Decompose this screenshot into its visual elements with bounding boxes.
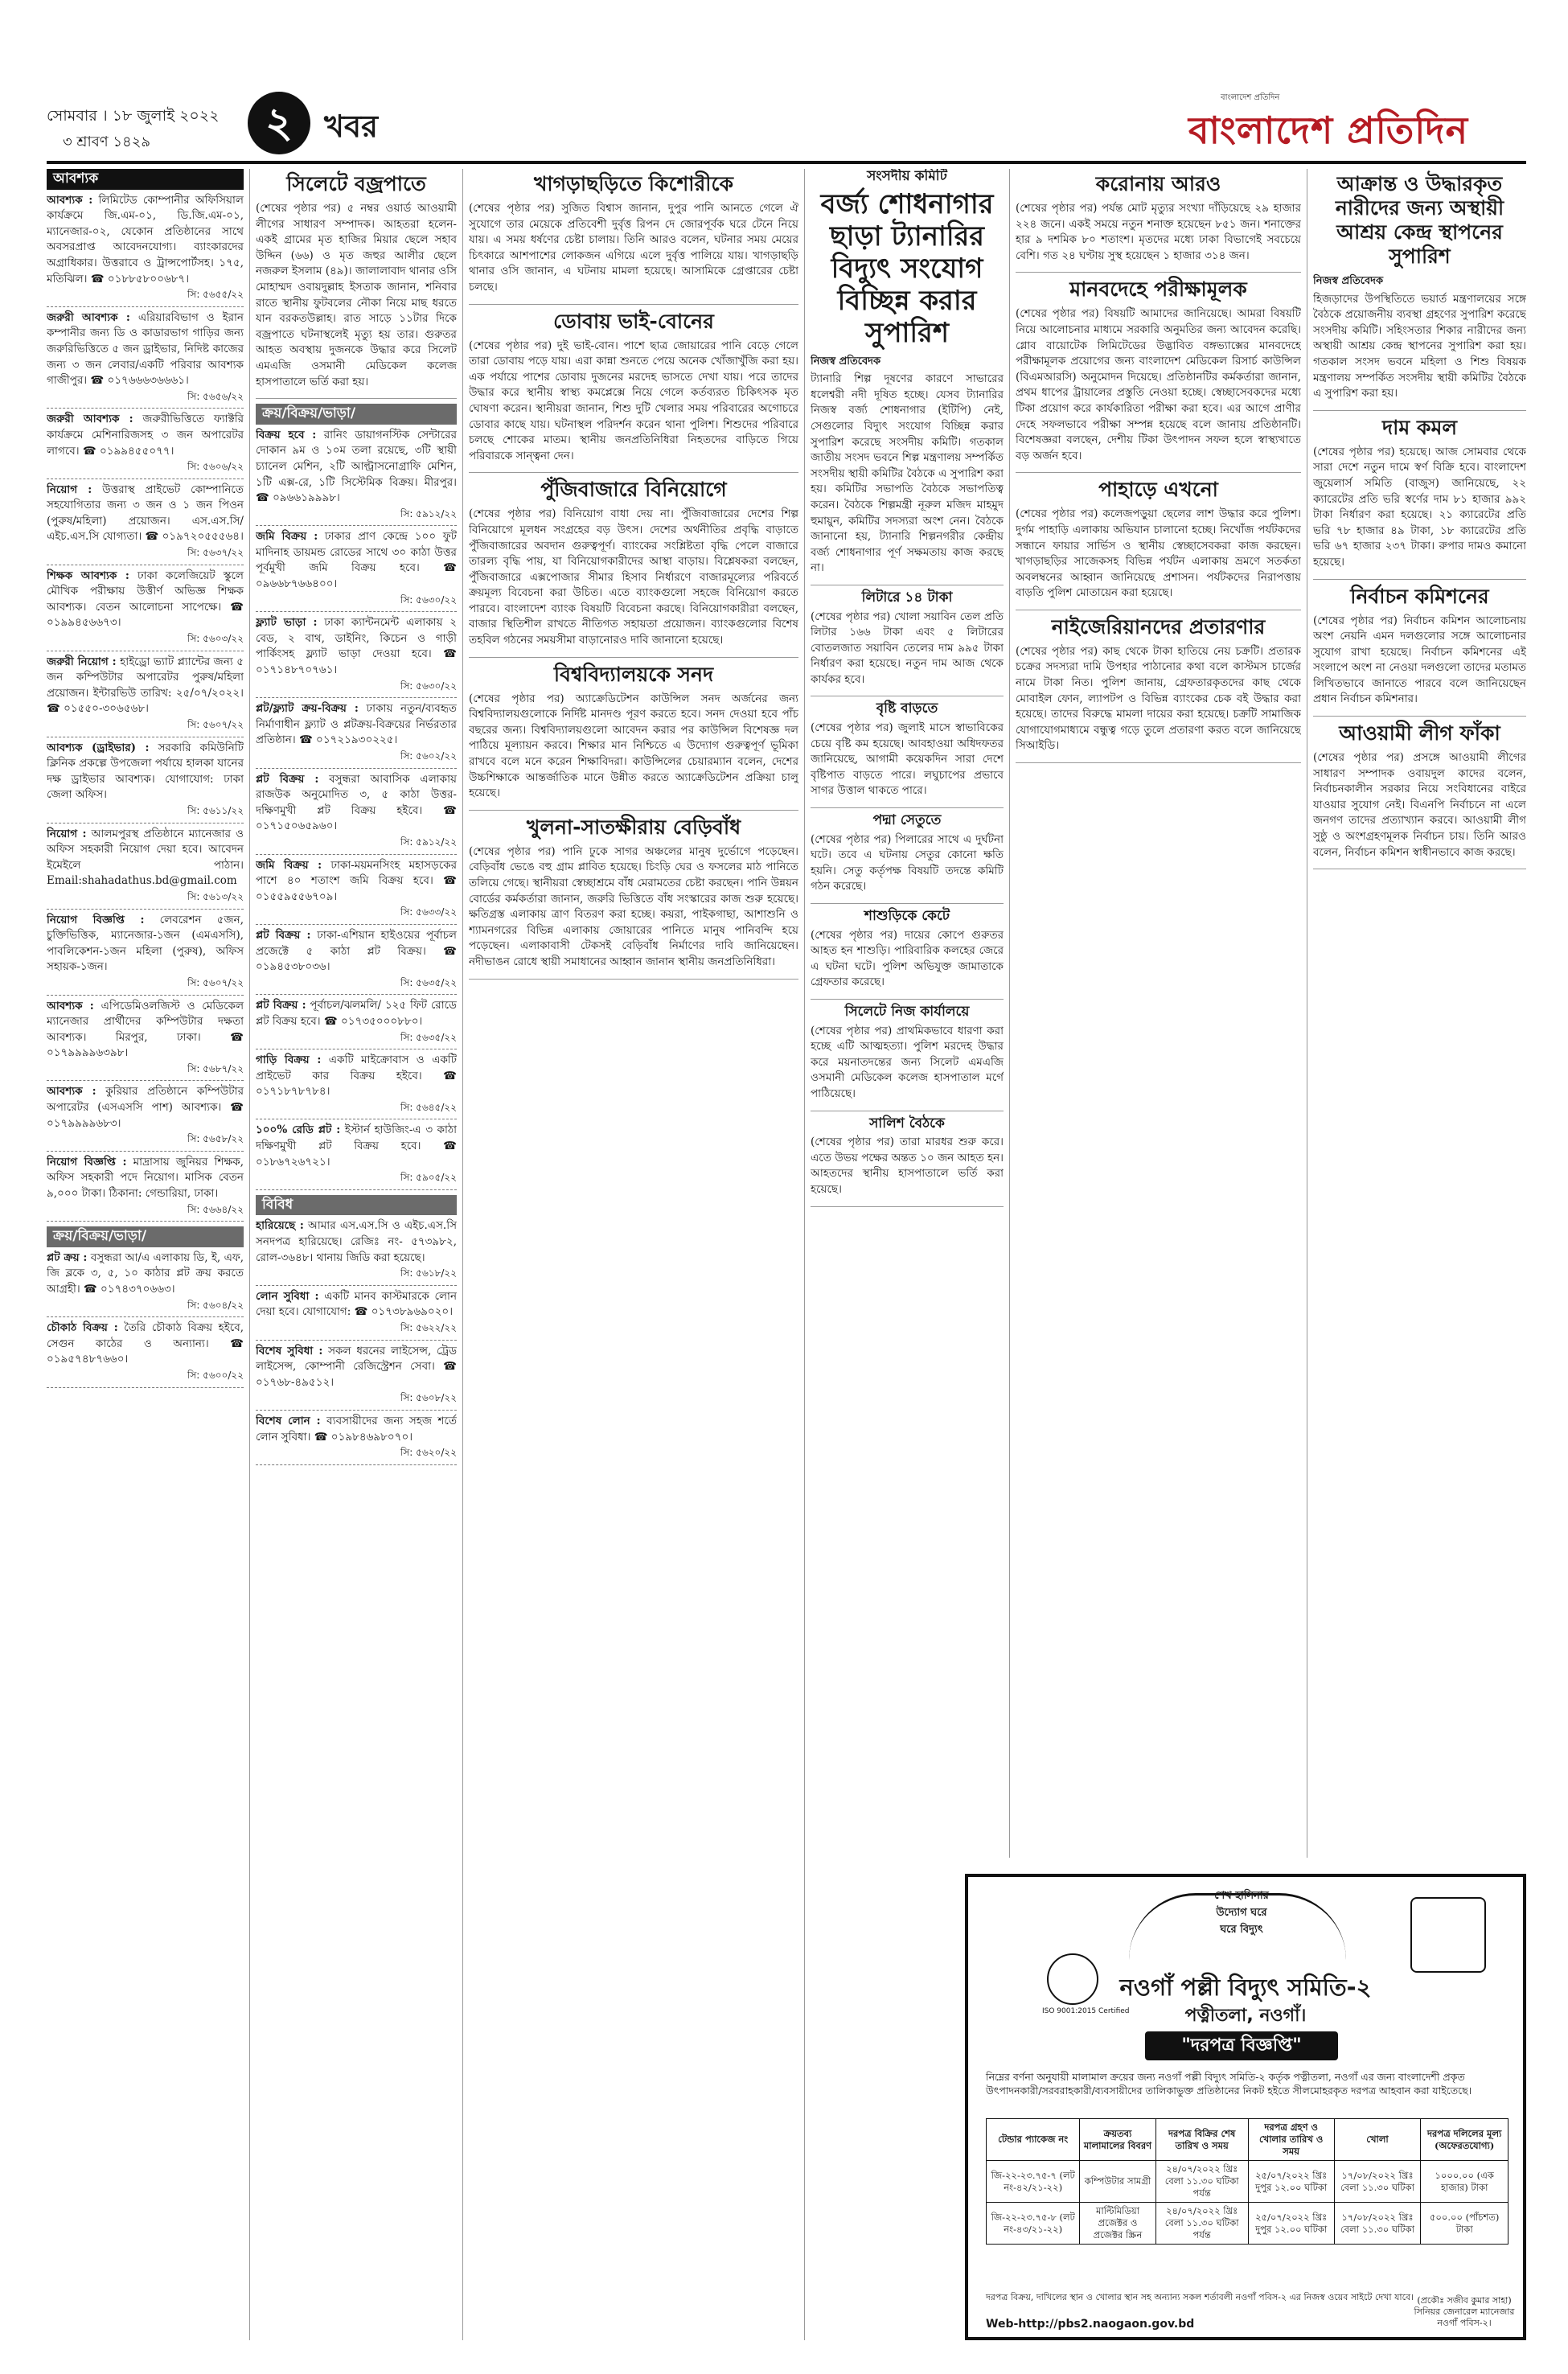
ad-reference: সি: ৫৬৩৩/২২ [400,906,457,918]
ad-lead: বিশেষ সুবিধা : [256,1344,323,1357]
classified-ad [256,526,457,612]
story-sylhet-office [811,1004,1004,1111]
ad-reference: সি: ৫৬২২/২২ [400,1322,457,1333]
column-5 [1016,169,1301,1858]
ad-reference: সি: ৫৬১৩/২২ [187,890,244,902]
buysell-header-2: ক্রয়/বিক্রয়/ভাড়া/ [256,404,457,425]
classified-ad [47,1317,244,1387]
ad-reference: সি: ৫৬০২/২২ [400,750,457,762]
ad-text: হাইড্রো ভ্যাট প্ল্যান্টের জন্য ৫ জন কম্পিউটার অপারেটর পুরুষ/মহিলা প্রয়োজন। ইন্টারভিউ তারিখ: ২৫/০৭/২০২২। ☎ ০১৫৫০-৩০৬৫৬৮। [47,655,244,716]
ad-text: ঢাকা-এশিয়ান হাইওয়ের পূর্বাচল প্রজেক্টে ৫ কাঠা প্লট বিক্রয়। ☎ ০১৯৪৫৩৮০৩৬। [256,928,457,974]
th-description: ক্রয়তব্য মালামালের বিবরণ [1080,2119,1155,2161]
ad-text: জরুরীভিত্তিতে ফ্যাক্টরি কার্যক্রমে মেশিনারিজসহ ৩ জন অপারেটর লাগবে। ☎ ০১৯৯৪৫৫০৭৭। [47,413,244,458]
bangla-date: ৩ শ্রাবণ ১৪২৯ [63,133,151,150]
story-body: (শেষের পৃষ্ঠার পর) পর্যন্ত মোট মৃত্যুর সংখ্যা দাঁড়িয়েছে ২৯ হাজার ২২৪ জনে। একই সময়ে নতুন শনাক্ত হয়েছেন ৮৫১ জন। শনাক্তের হার ৯ দশমিক ৮০ শতাংশ। মৃতদের মধ্যে ঢাকা বিভাগেই সবচেয়ে বেশি। গত ২৪ ঘণ্টায় সুস্থ হয়েছেন ১ হাজার ৩১৪ জন। [1016,202,1301,262]
ad-text: ঢাকা-ময়মনসিংহ মহাসড়কের পাশে ৪০ শতাংশ জমি বিক্রয় হবে। ☎ ০১৫৫৯৫৫৬৭০৯। [256,858,457,903]
section-title: খবর [324,109,379,144]
story-byline: নিজস্ব প্রতিবেদক [1313,275,1384,287]
ad-text: ঢাকা ক্যান্টনমেন্ট এলাকায় ২ বেড, ২ বাথ, ডাইনিং, কিচেন ও গাড়ী পার্কিংসহ ফ্ল্যাট ভাড়া দেওয়া হবে। ☎ ০১৭১৪৮৭০৭৬১। [256,616,457,677]
classified-ad [47,996,244,1082]
story-university-accreditation [469,663,798,811]
story-gold-price [1313,416,1526,580]
ad-text: একটি মাইক্রোবাস ও একটি প্রাইভেট কার বিক্রয় হইবে। ☎ ০১৭১৮৭৮৭৮৪। [256,1054,457,1099]
column-divider [1009,169,1010,1858]
ad-text: ঢাকা কলেজিয়েট স্কুলে মৌখিক পরীক্ষায় উত্তীর্ণ অভিজ্ঞ শিক্ষক আবশ্যক। বেতন আলোচনা সাপেক্ষে। ☎ ০১৯৯৪৫৬৬৭৩। [47,569,244,630]
th-package: টেন্ডার প্যাকেজ নং [987,2119,1080,2161]
classified-ad [47,1081,244,1151]
tender-intro: নিম্নের বর্ণনা অনুযায়ী মালামাল ক্রয়ের জন্য নওগাঁ পল্লী বিদ্যুৎ সমিতি-২ কর্তৃক পত্নীতলা, নওগাঁ এর জন্য বাংলাদেশী প্রকৃত উৎপাদনকারী/সরবরাহকারী/ব্যবসায়ীদের তালিকাভুক্ত প্রতিষ্ঠানের নিকট হইতে সীলমোহরকৃত দরপত্র আহবান করা যাইতেছে। [986,2071,1472,2097]
ad-reference: সি: ৫৬০৭/২২ [187,976,244,988]
cell: জি-২২-২৩.৭৫-৭ (লট নং-৪২/২১-২২) [987,2161,1080,2203]
ad-text: তৈরি চৌকাঠ বিক্রয় হইবে, সেগুন কাঠের ও অন্যান্য। ☎ ০১৯৫৭৪৮৭৬৬০। [47,1321,244,1366]
ad-text: ঢাকার প্রাণ কেন্দ্রে ১০০ ফুট মাদিনাহ ডায়মন্ড রোডের সাথে ৩০ কাঠা উত্তর পূর্বমুখী জমি বিক্রয় হবে। ☎ ০৯৬৬৮৭৬৬৪০০। [256,530,457,591]
ad-reference: সি: ৫৬৬৪/২২ [187,1203,244,1215]
tender-signature: (প্রকৌঃ সজীব কুমার সাহা) সিনিয়র জেনারেল ম্যানেজার নওগাঁ পবিস-২। [1414,2295,1515,2328]
ad-text: লেবরেশন ৫জন, চুক্তিভিত্তিক, ম্যানেজার-১জন (এমএসসি), পাবলিকেশন-১জন মহিলা (পুরুষ), অফিস সহায়ক-১জন। [47,913,244,974]
story-headline: ডোবায় ভাই-বোনের [553,309,714,333]
day-date: সোমবার । ১৮ জুলাই ২০২২ [47,107,220,125]
th-sale-date: দরপত্র বিক্রির শেষ তারিখ ও সময় [1155,2119,1248,2161]
story-election-commission [1313,585,1526,717]
ad-lead: নিয়োগ বিজ্ঞপ্তি : [47,1155,127,1169]
ad-text: ব্যবসায়ীদের জন্য সহজ শর্তে লোন সুবিধা। ☎ ০১৯৮৪৬৯৮০৭০। [256,1414,457,1444]
classified-ad [256,1119,457,1189]
story-headline: করোনায় আরও [1095,172,1221,195]
ad-lead: হারিয়েছে : [256,1219,304,1233]
story-siblings-drowned [469,310,798,474]
classified-ad [256,1049,457,1119]
story-headline: আওয়ামী লীগ ফাঁকা [1339,721,1500,745]
tender-location: পত্নীতলা, নওগাঁ। [1184,2006,1307,2026]
ad-lead: প্লট/ফ্ল্যাট ক্রয়-বিক্রয় : [256,702,359,716]
classifieds-header: আবশ্যক [47,169,244,190]
tender-table-header [987,2119,1508,2161]
classified-ad [47,479,244,565]
ad-lead: আবশ্যক : [47,193,93,207]
classified-ad [256,1215,457,1285]
classified-ad [47,651,244,737]
cell: ১৭/০৮/২০২২ খ্রিঃ বেলা ১১.৩০ ঘটিকা [1334,2203,1421,2245]
cell: ২৪/০৭/২০২২ খ্রিঃ বেলা ১১.৩০ ঘটিকা পর্যন্ত [1155,2203,1248,2245]
column-3 [469,169,798,2340]
ad-lead: আবশ্যক : [47,999,94,1012]
dateline [47,105,244,150]
classified-ad [47,565,244,651]
story-body: (শেষের পৃষ্ঠার পর) দায়ের কোপে গুরুতর আহত হন শাশুড়ি। পারিবারিক কলহের জেরে এ ঘটনা ঘটে। পুলিশ অভিযুক্ত জামাতাকে গ্রেফতার করেছে। [811,928,1004,989]
cell: মাল্টিমিডিয়া প্রজেক্টর ও প্রজেক্টর স্ক্রিন [1080,2203,1155,2245]
story-body: (শেষের পৃষ্ঠার পর) বিনিয়োগ বাধা দেয় না। পুঁজিবাজারের দেশের শিল্প বিনিয়োগে মূলধন সংগ্রহের বড় উৎস। দেশের অর্থনীতির প্রবৃদ্ধি বাড়াতে পুঁজিবাজারের অবদান গুরুত্বপূর্ণ। ব্যাংকের সংশ্লিষ্টতা বৃদ্ধি পেলে বাজারে তারল্য বৃদ্ধি পায়, যা বিনিয়োগকারীদের আস্থা বাড়ায়। বিশ্লেষকরা বলছেন, পুঁজিবাজারে এক্সপোজার সীমার হিসাব নির্ধারণে বাজারমূল্যের পরিবর্তে ক্রয়মূল্য বিবেচনা করা উচিত। এতে ব্যাংকগুলো সহজে বিনিয়োগ করতে পারবে। বাংলাদেশ ব্যাংক বিষয়টি বিবেচনা করছে। বিনিয়োগকারীরা বলছেন, বাজার স্থিতিশীল রাখতে নীতিগত সহায়তা প্রয়োজন। ব্যাংকগুলোর বিশেষ তহবিল গঠনের সময়সীমা বাড়ানোরও দাবি জানানো হয়েছে। [469,507,798,647]
ad-lead: প্লট বিক্রয় : [256,772,319,786]
story-padma-bridge [811,813,1004,904]
story-headline: বৃষ্টি বাড়তে [876,700,938,717]
story-nigerian-fraud [1016,615,1301,763]
ad-lead: জরুরী আবশ্যক : [47,310,130,324]
story-headline: সিলেটে নিজ কার্যালয়ে [844,1003,970,1020]
ad-lead: শিক্ষক আবশ্যক : [47,569,129,582]
misc-header: বিবিধ [256,1195,457,1216]
story-kicker: সংসদীয় কমিটি [867,169,947,184]
story-sylhet-lightning [256,172,457,399]
ad-lead: নিয়োগ : [47,827,87,840]
masthead-rule [47,161,1526,164]
ad-lead: নিয়োগ বিজ্ঞপ্তি : [47,913,145,926]
ad-text: পূর্বাচল/ঝলমলি/ ১২৫ ফিট রোডে প্লট বিক্রয় হবে। ☎ ০১৭৩৫০০০৮৮০। [256,999,457,1028]
ad-text: এরিয়ারবিভাগ ও ইরান কম্পানীর জন্য ডি ও কাডারভাগ গাড়ির জন্য জরুরিভিত্তিতে ৫ জন ড্রাইভার, নিদিষ্ট কাজের জন্য ৩ জন লেবার/একটি পরিবার আবশ্যক গাজীপুর। ☎ ০১৭৬৬৬৩৬৬৬১। [47,310,244,388]
classified-ad [256,1411,457,1465]
mujib-year-logo-icon [1410,1897,1486,1973]
ad-reference: সি: ৫৬০৬/২২ [187,461,244,473]
newspaper-logo [1188,92,1526,156]
story-body: (শেষের পৃষ্ঠার পর) পানি ঢুকে সাগর অঞ্চলের মানুষ দুর্ভোগে পড়েছেন। বেড়িবাঁধ ভেঙে বহু গ্রাম প্লাবিত হয়েছে। চিংড়ি ঘের ও ফসলের মাঠ পানিতে তলিয়ে গেছে। স্থানীয়রা স্বেচ্ছাশ্রমে বাঁধ মেরামতের চেষ্টা করছেন। পানি উন্নয়ন বোর্ডের কর্মকর্তারা জানান, জরুরি ভিত্তিতে বাঁধ সংস্কারের কাজ শুরু হয়েছে। ক্ষতিগ্রস্ত এলাকায় ত্রাণ বিতরণ করা হচ্ছে। কয়রা, পাইকগাছা, আশাশুনি ও শ্যামনগরের বিভিন্ন এলাকায় জোয়ারের পানিতে মানুষ পানিবন্দি হয়ে পড়েছেন। এলাকাবাসী টেকসই বেড়িবাঁধ নির্মাণের দাবি জানিয়েছেন। নদীভাঙন রোধে স্থায়ী সমাধানের আহ্বান জানান স্থানীয় জনপ্রতিনিধিরা। [469,844,798,968]
story-headline: নাইজেরিয়ানদের প্রতারণার [1051,614,1266,639]
ad-reference: সি: ৫৬৩৭/২২ [187,547,244,559]
ad-reference: সি: ৫৬০৮/২২ [400,1392,457,1404]
story-headline: সালিশ বৈঠকে [869,1115,945,1132]
ad-reference: সি: ৫৬০০/২২ [187,1369,244,1381]
classified-ad [47,190,244,307]
ad-lead: জরুরী নিয়োগ : [47,655,117,668]
classified-ad [47,409,244,478]
ad-text: লিমিটেড কোম্পানীর অফিসিয়াল কার্যক্রমে জি.এম-০১, ডি.জি.এম-০১, ম্যানেজার-০২, যেকোন প্রতিষ্ঠানের সাথে অবসরপ্রাপ্ত আবেদনযোগ্য। ব্যাংকারদের অগ্রাধিকার। উত্তরাবে ও ট্রান্সপোর্টসহ। ১৭৫, মতিঝিল। ☎ ০১৮৮৫৮০০৬৮৭। [47,193,244,285]
ad-lead: জমি বিক্রয় : [256,858,322,872]
ad-text: এপিডেমিওলজিস্ট ও মেডিকেল ম্যানেজার প্রার্থীদের কম্পিউটার দক্ষতা আবশ্যক। মিরপুর, ঢাকা। ☎ ০১৭৯৯৯৯৬৩৯৮। [47,999,244,1060]
classified-ad [256,612,457,698]
logo-name: বাংলাদেশ প্রতিদিন [1188,109,1469,152]
story-khagrachari [469,172,798,305]
ad-lead: বিক্রয় হবে : [256,428,317,442]
cell: জি-২২-২৩.৭৫-৮ (লট নং-৪৩/২১-২২) [987,2203,1080,2245]
story-headline: খাগড়াছড়িতে কিশোরীকে [534,172,733,195]
ad-reference: সি: ৫৬০৩/২২ [187,633,244,645]
story-body: (শেষের পৃষ্ঠার পর) পিলারের সাথে এ দুর্ঘটনা ঘটে। তবে এ ঘটনায় সেতুর কোনো ক্ষতি হয়নি। সেতু কর্তৃপক্ষ বিষয়টি তদন্তে কমিটি গঠন করেছে। [811,832,1004,893]
ad-text: সকল ধরনের লাইসেন্স, ট্রেড লাইসেন্স, কোম্পানী রেজিস্ট্রেশন সেবা। ☎ ০১৭৬৮-৪৯৫১২। [256,1344,457,1389]
story-headline: খুলনা-সাতক্ষীরায় বেড়িবাঁধ [526,815,741,839]
cell: ১৭/০৮/২০২২ খ্রিঃ বেলা ১১.৩০ ঘটিকা [1334,2161,1421,2203]
ad-reference: সি: ৫৯১২/২২ [400,507,457,520]
column-4 [811,169,1004,1858]
classifieds-column [47,169,244,2340]
ad-reference: সি: ৫৬৫৬/২২ [187,390,244,402]
ad-lead: বিশেষ লোন : [256,1414,321,1427]
classified-ad [256,425,457,527]
story-headline: শাশুড়িকে কেটে [864,908,950,924]
ad-reference: সি: ৫৬০৭/২২ [187,719,244,730]
story-shelter [1313,172,1526,411]
logo-tagline: বাংলাদেশ প্রতিদিন [1221,93,1280,102]
ad-lead: প্লট বিক্রয় : [256,928,311,942]
ad-lead: লোন সুবিধা : [256,1289,319,1303]
story-body: ট্যানারি শিল্প দূষণের কারণে সাভারের ধলেশ্বরী নদী দূষিত হচ্ছে। যেসব ট্যানারির নিজস্ব বর্জ্য শোধনাগার (ইটিপি) নেই, সেগুলোর বিদ্যুৎ সংযোগ বিচ্ছিন্ন করার সুপারিশ করেছে সংসদীয় কমিটি। গতকাল জাতীয় সংসদ ভবনে শিল্প মন্ত্রণালয় সম্পর্কিত সংসদীয় স্থায়ী কমিটির বৈঠকে এ সুপারিশ করা হয়। কমিটির সভাপতি বৈঠকে সভাপতিত্ব করেন। বৈঠকে শিল্পমন্ত্রী নূরুল মজিদ মাহমুদ হুমায়ুন, কমিটির সদস্যরা অংশ নেন। বৈঠকে জানানো হয়, ট্যানারি শিল্পনগরীর কেন্দ্রীয় বর্জ্য শোধনাগার পূর্ণ সক্ষমতায় কাজ করছে না। [811,372,1004,575]
story-awami-league [1313,721,1526,869]
story-headline: বিশ্ববিদ্যালয়কে সনদ [553,662,714,686]
classified-ad [256,995,457,1049]
story-body: (শেষের পৃষ্ঠার পর) দুই ভাই-বোন। পাশে ছাত্র জোয়ারের পানি বেড়ে গেলে তারা ডোবায় পড়ে যায়। এরা কান্না শুনতে পেয়ে অনেক খোঁজাখুঁজি করা হয়। এক পর্যায়ে পাশের ডোবায় দুজনের মরদেহ ভাসতে দেখা যায়। পরে তাদের উদ্ধার করে স্থানীয় স্বাস্থ্য কমপ্লেক্সে নিয়ে গেলে কর্তব্যরত চিকিৎসক মৃত ঘোষণা করেন। স্থানীয়রা জানান, শিশু দুটি খেলার সময় পরিবারের অগোচরে ডোবার কাছে যায়। ঘটনাস্থল পরিদর্শন করেন থানা পুলিশ। শিশুদের পরিবারে চলছে শোকের মাতম। স্থানীয় জনপ্রতিনিধিরা নিহতদের বাড়িতে গিয়ে পরিবারকে সান্ত্বনা দেন। [469,339,798,462]
th-receive-date: দরপত্র গ্রহণ ও খোলার তারিখ ও সময় [1248,2119,1334,2161]
ad-text: একটি মানব কাস্টমারকে লোন দেয়া হবে। যোগাযোগ: ☎ ০১৭৩৮৯৬৯০২০। [256,1289,457,1319]
classified-ad [256,698,457,768]
ad-lead: চৌকাঠ বিক্রয় : [47,1321,118,1335]
ad-lead: জমি বিক্রয় : [256,530,318,544]
ad-lead: প্লট বিক্রয় : [256,999,306,1012]
table-row [987,2161,1508,2203]
classified-ad [256,769,457,855]
ad-reference: সি: ৫৯১২/২২ [400,836,457,848]
cell: কম্পিউটার সামগ্রী [1080,2161,1155,2203]
classified-ad [47,1247,244,1317]
cell: ১০০০.০০ (এক হাজার) টাকা [1421,2161,1508,2203]
emblem-text: শেখ হাসিনার উদ্যোগ ঘরে ঘরে বিদ্যুৎ [1214,1890,1269,1936]
story-body: (শেষের পৃষ্ঠার পর) সুজিত বিশ্বাস জানান, দুপুর পানি আনতে গেলে ঐ সুযোগে তার মেয়েকে প্রতিবেশী দুর্বৃত্ত রিপন দে জোরপূর্বক ঘরে টেনে নিয়ে যায়। এ সময় ধর্ষণের চেষ্টা চালায়। তিনি আরও বলেন, ঘটনার সময় মেয়ের চিৎকারে আশপাশের লোকজন এগিয়ে এলে দুর্বৃত্ত পালিয়ে যায়। খাগড়াছড়ি থানার ওসি জানান, এ ঘটনায় মামলা হয়েছে। আসামিকে গ্রেপ্তারের চেষ্টা চলছে। [469,202,798,294]
ad-text: সরকারি কমিউনিটি ক্লিনিক প্রকল্পে উপজেলা পর্যায়ে হালকা যানের দক্ষ ড্রাইভার আবশ্যক। যোগাযোগ: ঢাকা জেলা অফিস। [47,741,244,802]
ad-lead: জরুরী আবশ্যক : [47,413,133,426]
story-vaccine-trial [1016,277,1301,473]
ad-lead: আবশ্যক : [47,1085,96,1099]
story-headline: পাহাড়ে এখনো [1098,478,1218,502]
classified-ad [47,910,244,996]
page-number-badge: ২ [248,92,310,154]
ad-lead: প্লট ক্রয় : [47,1251,88,1264]
masthead [47,87,1526,161]
story-corona [1016,172,1301,273]
cell: ৫০০.০০ (পাঁচশত) টাকা [1421,2203,1508,2245]
column-divider [804,169,805,2340]
tender-footnote: দরপত্র বিক্রয়, দাখিলের স্থান ও খোলার স্থান সহ অন্যান্য সকল শর্তাবলী নওগাঁ পবিস-২ এর নিজস্ব ওয়েব সাইটে দেখা যাবে। [986,2292,1414,2302]
story-body: (শেষের পৃষ্ঠার পর) কলেজপড়ুয়া ছেলের লাশ উদ্ধার করে পুলিশ। দুর্গম পাহাড়ি এলাকায় অভিযান চালানো হচ্ছে। নিখোঁজ পর্যটকদের সন্ধানে ফায়ার সার্ভিস ও স্থানীয় স্বেচ্ছাসেবকরা কাজ করছেন। খাগড়াছড়ির সাজেকসহ বিভিন্ন পর্যটন এলাকায় ভ্রমণে সতর্কতা অবলম্বনের আহ্বান জানিয়েছে প্রশাসন। পর্যটকদের নিরাপত্তায় বাড়তি পুলিশ মোতায়েন করা হয়েছে। [1016,507,1301,600]
classified-ad [47,737,244,824]
column-divider [462,169,463,2340]
story-body: (শেষের পৃষ্ঠার পর) প্রাথমিকভাবে ধারণা করা হচ্ছে এটি আত্মহত্যা। পুলিশ মরদেহ উদ্ধার করে ময়নাতদন্তের জন্য সিলেট এমএজি ওসমানী মেডিকেল কলেজ হাসপাতাল মর্গে পাঠিয়েছে। [811,1024,1004,1100]
story-body: (শেষের পৃষ্ঠার পর) জুলাই মাসে স্বাভাবিকের চেয়ে বৃষ্টি কম হয়েছে। আবহাওয়া অধিদফতর জানিয়েছে, আগামী কয়েকদিন সারা দেশে বৃষ্টিপাত বাড়তে পারে। লঘুচাপের প্রভাবে সাগর উত্তাল থাকতে পারে। [811,721,1004,798]
ad-text: বসুন্ধরা আবাসিক এলাকায় রাজউক অনুমোদিত ৩, ৫ কাঠা উত্তর-দক্ষিণমুখী প্লট বিক্রয় হইবে। ☎ ০১৭১৫০৬৫৯৬০। [256,772,457,833]
th-price: দরপত্র দলিলের মূল্য (অফেরতযোগ্য) [1421,2119,1508,2161]
tender-title: "দরপত্র বিজ্ঞপ্তি" [1145,2031,1338,2060]
ad-reference: সি: ৫৬০৪/২২ [187,1299,244,1311]
classified-ad [47,307,244,409]
story-arbitration [811,1116,1004,1207]
cell: ২৫/০৭/২০২২ খ্রিঃ দুপুর ১২.০০ ঘটিকা [1248,2161,1334,2203]
iso-certification: ISO 9001:2015 Certified [1042,2007,1130,2015]
ad-reference: সি: ৫৬৫৮/২২ [187,1133,244,1145]
story-headline: বর্জ্য শোধনাগার ছাড়া ট্যানারির বিদ্যুৎ সংযোগ বিচ্ছিন্ন করার সুপারিশ [820,187,994,349]
ad-reference: সি: ৫৬৩০/২২ [400,680,457,692]
classified-ad [256,1341,457,1411]
story-body: (শেষের পৃষ্ঠার পর) খোলা সয়াবিন তেল প্রতি লিটার ১৬৬ টাকা এবং ৫ লিটারের বোতলজাত সয়াবিন তেলের দাম ৯৯৫ টাকা নির্ধারণ করা হয়েছে। নতুন দাম আজ থেকে কার্যকর হবে। [811,610,1004,686]
story-headline: দাম কমল [1382,415,1457,439]
classified-ad [47,824,244,910]
story-body: (শেষের পৃষ্ঠার পর) নির্বাচন কমিশন আলোচনায় অংশ নেয়নি এমন দলগুলোর সঙ্গে আলোচনার সুযোগ রাখা হয়েছে। নির্বাচন কমিশনের এই সংলাপে অংশ না নেওয়া দলগুলো তাদের মতামত লিখিতভাবে জানাতে পারবে বলে জানিয়েছেন প্রধান নির্বাচন কমিশনার। [1313,614,1526,706]
ad-reference: সি: ৫৬৫৫/২২ [187,289,244,301]
ad-text: ঢাকায় নতুন/ব্যবহৃত নির্মাণাধীন ফ্ল্যাট ও প্লটক্রয়-বিক্রয়ের নির্ভরতার প্রতিষ্ঠান। ☎ ০১৭২১৯৩০২২৫। [256,702,457,747]
ad-text: ইস্টার্ন হাউজিং-এ ৩ কাঠা দক্ষিণমুখী প্লট বিক্রয় হবে। ☎ ০১৮৬৭২৬৭২১। [256,1123,457,1169]
story-embankment [469,815,798,980]
column-2 [256,169,457,2340]
story-body: (শেষের পৃষ্ঠার পর) ৫ নম্বর ওয়ার্ড আওয়ামী লীগের সাধারণ সম্পাদক। আহতরা হলেন- একই গ্রামের মৃত হাজির মিয়ার ছেলে সহাব উদ্দিন (৬৬) ও মৃত জহুর আলীর ছেলে নজরুল ইসলাম (৪৯)। জালালাবাদ থানার ওসি মোহাম্মদ ওবায়দুল্লাহ ইসতাক জানান, শনিবার রাতে স্থানীয় ফুটবলের নৌকা নিয়ে মাছ ধরতে যান বরকতউল্লাহ। রাত সাড়ে ১১টার দিকে বজ্রপাতে ঘটনাস্থলেই মৃত্যু হয় তার। গুরুতর আহত অবস্থায় দুজনকে উদ্ধার করে সিলেট এমএজি ওসমানী মেডিকেল কলেজ হাসপাতালে ভর্তি করা হয়। [256,202,457,388]
story-oil-price [811,590,1004,697]
ad-reference: সি: ৫৬৩৫/২২ [400,976,457,988]
cell: ২৪/০৭/২০২২ খ্রিঃ বেলা ১১.৩০ ঘটিকা পর্যন্ত [1155,2161,1248,2203]
ad-text: আমার এস.এস.সি ও এইচ.এস.সি সনদপত্র হারিয়েছে। রেজিঃ নং- ৫৭৩৯৮২, রোল-৩৬৪৮। থানায় জিডি করা হয়েছে। [256,1219,457,1264]
ad-reference: সি: ৫৬৩০/২২ [400,594,457,606]
ad-reference: সি: ৫৬৪৫/২২ [400,1101,457,1113]
story-body: হিজড়াদের উপস্থিতিতে ভয়ার্ত মন্ত্রণালয়ের সঙ্গে বৈঠকে প্রয়োজনীয় ব্যবস্থা গ্রহণের সুপারিশ করেছে সংসদীয় কমিটি। সহিংসতার শিকার নারীদের জন্য অস্থায়ী আশ্রয় কেন্দ্র স্থাপনের সুপারিশ করা হয়। গতকাল সংসদ ভবনে মহিলা ও শিশু বিষয়ক মন্ত্রণালয় সম্পর্কিত সংসদীয় স্থায়ী কমিটির বৈঠকে এ সুপারিশ করা হয়। [1313,292,1526,400]
column-6 [1313,169,1526,1858]
story-headline: লিটারে ১৪ টাকা [861,589,953,606]
story-body: (শেষের পৃষ্ঠার পর) তারা মারধর শুরু করে। এতে উভয় পক্ষের অন্তত ১০ জন আহত হন। আহতদের স্থানীয় হাসপাতালে ভর্তি করা হয়েছে। [811,1136,1004,1196]
ad-text: মাদ্রাসায় জুনিয়র শিক্ষক, অফিস সহকারী পদে নিয়োগ। মাসিক বেতন ৯,০০০ টাকা। ঠিকানা: গেন্ডারিয়া, ঢাকা। [47,1155,244,1201]
story-headline: সিলেটে বজ্রপাতে [286,172,426,195]
buysell-header: ক্রয়/বিক্রয়/ভাড়া/ [47,1226,244,1247]
classified-ad [47,1152,244,1222]
story-capital-market [469,478,798,657]
ad-text: আলমপুরস্থ প্রতিষ্ঠানে ম্যানেজার ও অফিস সহকারী নিয়োগ দেয়া হবে। আবেদন ইমেইলে পাঠান। Email:shahadathus.bd@gmail.com [47,827,244,888]
table-row [987,2203,1508,2245]
ad-reference: সি: ৫৯০৫/২২ [400,1172,457,1184]
ad-reference: সি: ৫৬১৮/২২ [400,1267,457,1279]
ad-lead: ১০০% রেডি প্লট : [256,1123,341,1137]
ad-text: রানিং ডায়াগনস্টিক সেন্টারের দোকান ৯ম ও ১০ম তলা রয়েছে, ৩টি স্থায়ী চ্যানেল মেশিন, ২টি আল্ট্রাসনোগ্রাফি মেশিন, ১টি এক্স-রে, ১টি সিস্টেমিক বিক্রয়। মীরপুর। ☎ ০৯৬৬১৯৯৯৮। [256,428,457,505]
story-hills [1016,478,1301,610]
story-body: (শেষের পৃষ্ঠার পর) হয়েছে। আজ সোমবার থেকে সারা দেশে নতুন দামে স্বর্ণ বিক্রি হবে। বাংলাদেশ জুয়েলার্স সমিতি (বাজুস) জানিয়েছে, ২২ ক্যারেটের প্রতি ভরি স্বর্ণের দাম ৮১ হাজার ৯৯২ টাকা নির্ধারণ করা হয়েছে। ২১ ক্যারেটের প্রতি ভরি ৭৮ হাজার ৪৯ টাকা, ১৮ ক্যারেটের প্রতি ভরি ৬৭ হাজার ২৩৭ টাকা। রুপার দামও কমানো হয়েছে। [1313,445,1526,569]
ad-text: বসুন্ধরা আ/এ এলাকায় ডি, ই, এফ, জি ব্লকে ৩, ৫, ১০ কাঠার প্লট ক্রয় করতে আগ্রহী। ☎ ০১৭৪৩৭০৬৬৩। [47,1251,244,1296]
story-body: (শেষের পৃষ্ঠার পর) অ্যাক্রেডিটেশন কাউন্সিল সনদ অর্জনের জন্য বিশ্ববিদ্যালয়গুলোকে নির্দিষ্ট মানদণ্ড পূরণ করতে হবে। সনদ দেওয়া হবে পাঁচ বছরের জন্য। বিশ্ববিদ্যালয়গুলো আবেদন করার পর কাউন্সিল বিশেষজ্ঞ দল পাঠিয়ে মূল্যায়ন করবে। শিক্ষার মান নিশ্চিতে এ উদ্যোগ গুরুত্বপূর্ণ ভূমিকা রাখবে বলে মনে করেন শিক্ষাবিদরা। কাউন্সিলের চেয়ারম্যান বলেন, দেশের উচ্চশিক্ষাকে আন্তর্জাতিক মানে উন্নীত করতে অ্যাক্রেডিটেশন প্রক্রিয়া চালু হয়েছে। [469,692,798,800]
ad-lead: গাড়ি বিক্রয় : [256,1054,322,1067]
tender-notice [965,1874,1526,2340]
story-headline: নির্বাচন কমিশনের [1350,584,1489,608]
ad-reference: সি: ৫৬১১/২২ [187,804,244,816]
ad-reference: সি: ৫৬৮৭/২২ [187,1062,244,1074]
story-headline: পদ্মা সেতুতে [872,812,942,829]
story-tannery [811,169,1004,585]
ad-lead: নিয়োগ : [47,483,92,496]
story-body: (শেষের পৃষ্ঠার পর) কাছ থেকে টাকা হাতিয়ে নেয় চক্রটি। প্রতারক চক্রের সদস্যরা দামি উপহার পাঠানোর কথা বলে কাস্টমস চার্জের নামে টাকা নিত। পুলিশ জানায়, গ্রেফতারকৃতদের কাছ থেকে মোবাইল ফোন, ল্যাপটপ ও বিভিন্ন ব্যাংকের চেক বই উদ্ধার করা হয়েছে। তাদের বিরুদ্ধে মামলা দায়ের করা হয়েছে। চক্রটি সামাজিক যোগাযোগমাধ্যমে বন্ধুত্ব গড়ে তুলে প্রতারণা করত বলে জানিয়েছে সিআইডি। [1016,644,1301,753]
story-rain [811,701,1004,808]
ad-text: উত্তরাস্থ প্রাইভেট কোম্পানিতে সহযোগিতার জন্য ৩ জন ও ১ জন পিওন (পুরুষ/মহিলা) প্রয়োজন। এস.এস.সি/এইচ.এস.সি যোগ্যতা। ☎ ০১৯৭২০৫৫৫৬৪। [47,483,244,544]
story-body: (শেষের পৃষ্ঠার পর) বিষয়টি আমাদের জানিয়েছে। আমরা বিষয়টি নিয়ে আলোচনার মাধ্যমে সরকারি অনুমতির জন্য আবেদন করেছি। গ্লোব বায়োটেক লিমিটেডের উদ্ভাবিত বঙ্গভ্যাক্সের মানবদেহে পরীক্ষামূলক প্রয়োগের জন্য বাংলাদেশ মেডিকেল রিসার্চ কাউন্সিল (বিএমআরসি) অনুমোদন দিয়েছে। প্রতিষ্ঠানটির কর্মকর্তারা জানান, প্রথম ধাপের ট্রায়ালের প্রস্তুতি নেওয়া হচ্ছে। স্বেচ্ছাসেবকদের মধ্যে টিকা প্রয়োগ করে কার্যকারিতা পরীক্ষা করা হবে। এর আগে প্রাণীর দেহে সফলভাবে পরীক্ষা সম্পন্ন হয়েছে বলে জানায় প্রতিষ্ঠানটি। বিশেষজ্ঞরা বলছেন, দেশীয় টিকা উৎপাদন সফল হলে স্বাস্থ্যখাতে বড় অর্জন হবে। [1016,307,1301,462]
ad-reference: সি: ৫৬৩৫/২২ [400,1031,457,1043]
classified-ad [256,855,457,925]
story-headline: পুঁজিবাজারে বিনিয়োগে [540,478,727,502]
cell: ২৫/০৭/২০২২ খ্রিঃ দুপুর ১২.০০ ঘটিকা [1248,2203,1334,2245]
column-divider [249,169,250,2340]
ad-lead: আবশ্যক (ড্রাইভার) : [47,741,150,754]
story-byline: নিজস্ব প্রতিবেদক [811,355,881,368]
classified-ad [256,925,457,995]
tender-website-link[interactable]: Web-http://pbs2.naogaon.gov.bd [986,2318,1195,2331]
th-open: খোলা [1334,2119,1421,2161]
ad-reference: সি: ৫৬২০/২২ [400,1447,457,1459]
classified-ad [256,1286,457,1341]
ad-text: কুরিয়ার প্রতিষ্ঠানে কম্পিউটার অপারেটর (এসএসসি পাশ) আবশ্যক। ☎ ০১৭৯৯৯৯৬৮৩। [47,1085,244,1130]
tender-table [986,2118,1508,2245]
ad-lead: ফ্ল্যাট ভাড়া : [256,616,318,630]
story-headline: আক্রান্ত ও উদ্ধারকৃত নারীদের জন্য অস্থায়ী আশ্রয় কেন্দ্র স্থাপনের সুপারিশ [1335,172,1504,268]
story-headline: মানবদেহে পরীক্ষামূলক [1069,277,1247,302]
tender-organization: নওগাঁ পল্লী বিদ্যুৎ সমিতি-২ [1119,1974,1372,2001]
story-mother-in-law [811,909,1004,1000]
story-body: (শেষের পৃষ্ঠার পর) প্রসঙ্গে আওয়ামী লীগের সাধারণ সম্পাদক ওবায়দুল কাদের বলেন, নির্বাচনকালীন সরকার নিয়ে সংবিধানের বাইরে যাওয়ার সুযোগ নেই। বিএনপি নির্বাচনে না এলে জনগণ তাদের প্রত্যাখ্যান করবে। আওয়ামী লীগ সুষ্ঠু ও অংশগ্রহণমূলক নির্বাচন চায়। তিনি আরও বলেন, নির্বাচন কমিশন স্বাধীনভাবে কাজ করছে। [1313,751,1526,859]
